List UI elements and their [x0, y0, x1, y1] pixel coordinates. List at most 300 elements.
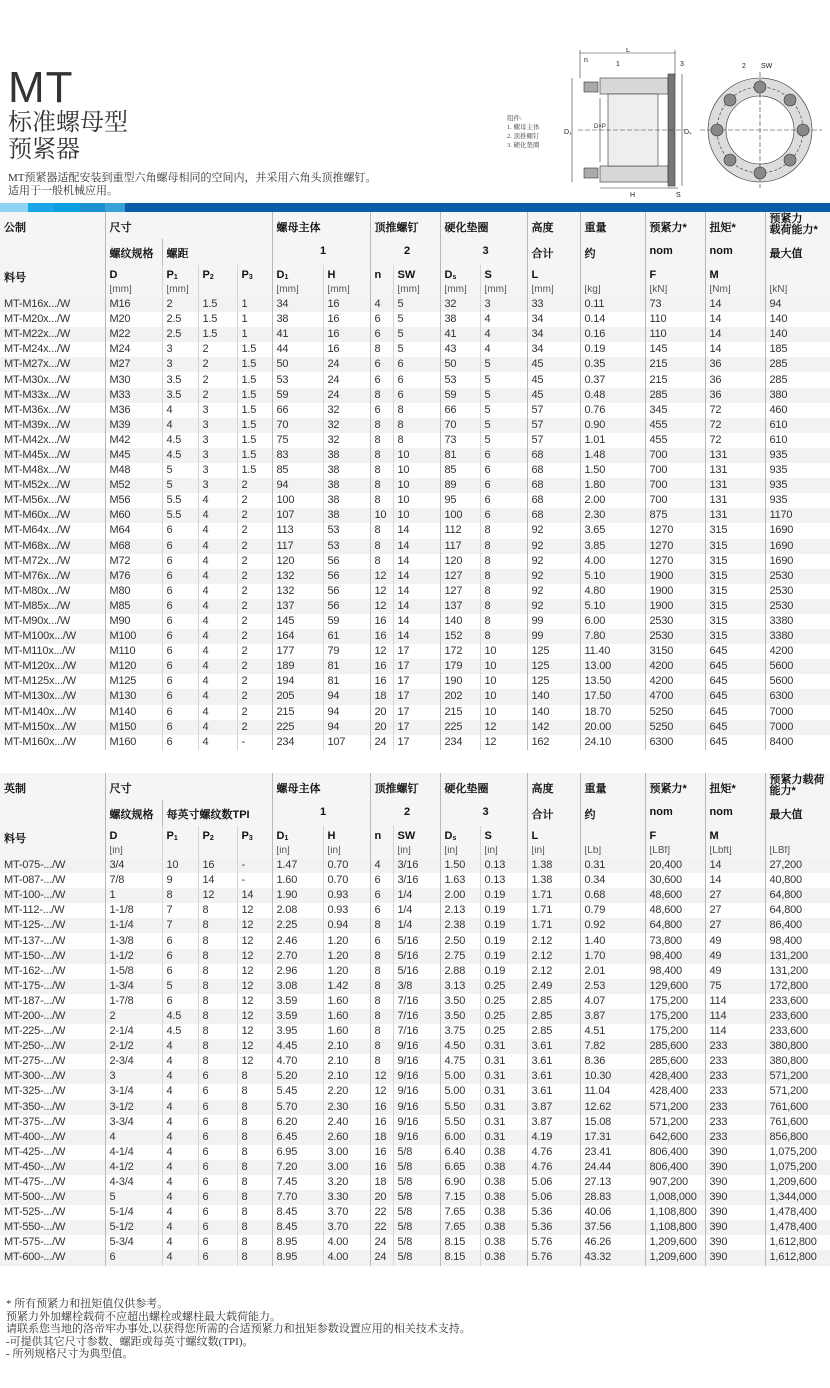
table-cell: 5	[480, 372, 527, 387]
part-number-cell: MT-112-.../W	[4, 904, 65, 917]
table-cell: 140	[527, 689, 580, 704]
table-cell: 100	[272, 493, 323, 508]
unit-header	[198, 285, 237, 297]
table-cell: 3.50	[440, 1009, 480, 1024]
part-number-cell: MT-350-.../W	[4, 1100, 66, 1113]
table-cell: 53	[323, 523, 370, 538]
subheader: 每英寸螺纹数TPI	[162, 800, 272, 826]
table-cell: 6	[162, 523, 198, 538]
table-cell: 64,800	[645, 918, 705, 933]
table-cell: 2.08	[272, 903, 323, 918]
table-cell: 3.70	[323, 1220, 370, 1235]
table-cell: 0.19	[580, 342, 645, 357]
table-cell: M33	[105, 388, 162, 403]
table-cell: 5/8	[393, 1175, 440, 1190]
table-cell: 4.70	[272, 1054, 323, 1069]
part-number-cell: MT-137-.../W	[4, 934, 66, 947]
table-cell: 20	[370, 705, 393, 720]
table-cell: 10	[480, 705, 527, 720]
label-DxP: D×P	[594, 124, 606, 130]
table-cell: 4	[162, 1130, 198, 1145]
table-cell: 1.5	[237, 418, 272, 433]
table-cell: 92	[527, 599, 580, 614]
table-cell: 2.00	[580, 493, 645, 508]
table-cell: 761,600	[765, 1100, 830, 1115]
footnotes	[6, 1298, 471, 1361]
table-cell: 36	[705, 357, 765, 372]
table-cell: 107	[323, 735, 370, 750]
table-cell: 14	[705, 342, 765, 357]
table-cell: 4	[162, 1115, 198, 1130]
table-cell: 0.38	[480, 1235, 527, 1250]
table-cell: 27.13	[580, 1175, 645, 1190]
table-cell: 2.12	[527, 949, 580, 964]
table-cell: 8	[370, 918, 393, 933]
band-segment	[54, 203, 80, 212]
table-cell: 2.5	[162, 312, 198, 327]
table-cell: 4200	[765, 644, 830, 659]
table-cell: 12	[480, 720, 527, 735]
table-cell: 117	[440, 539, 480, 554]
table-cell: 1900	[645, 584, 705, 599]
table-cell: 5/16	[393, 964, 440, 979]
table-cell: 131,200	[765, 964, 830, 979]
table-cell: 8	[237, 1175, 272, 1190]
symbol-header	[105, 265, 162, 285]
table-cell: 1.60	[323, 1024, 370, 1039]
table-cell: 390	[705, 1250, 765, 1265]
part-number-cell: MT-325-.../W	[4, 1085, 66, 1098]
table-cell: 36	[705, 388, 765, 403]
table-cell: M160	[105, 735, 162, 750]
table-cell: 14	[705, 327, 765, 342]
table-cell: 0.16	[580, 327, 645, 342]
symbol: S	[484, 830, 492, 842]
unit-header: [LBf]	[765, 846, 830, 858]
table-cell: 3.08	[272, 979, 323, 994]
table-cell: 53	[272, 372, 323, 387]
table-cell: M68	[105, 539, 162, 554]
symbol-header	[0, 265, 105, 285]
table-cell: 2.85	[527, 1024, 580, 1039]
table-cell: 4	[480, 342, 527, 357]
table-cell: 6	[393, 372, 440, 387]
symbol-header	[440, 265, 480, 285]
table-cell: 59	[323, 614, 370, 629]
table-row	[0, 964, 830, 979]
table-cell: 43	[440, 342, 480, 357]
table-cell: 1	[237, 297, 272, 312]
table-cell: 14	[198, 873, 237, 888]
table-cell: 10	[480, 644, 527, 659]
table-cell: 137	[440, 599, 480, 614]
part-number-cell: MT-425-.../W	[4, 1145, 66, 1158]
part-number-cell: MT-100-.../W	[4, 889, 66, 902]
table-cell: 9/16	[393, 1084, 440, 1099]
table-cell: 8	[198, 1054, 237, 1069]
table-cell: 7	[162, 903, 198, 918]
table-cell: 5/16	[393, 949, 440, 964]
table-cell: 761,600	[765, 1115, 830, 1130]
table-row	[0, 1130, 830, 1145]
table-cell: 4.75	[440, 1054, 480, 1069]
part-number-cell: MT-225-.../W	[4, 1025, 66, 1038]
table-cell: 9/16	[393, 1130, 440, 1145]
table-cell: 68	[527, 493, 580, 508]
table-cell: 8	[237, 1130, 272, 1145]
table-cell: 4	[162, 1100, 198, 1115]
table-cell: 1690	[765, 539, 830, 554]
table-row	[0, 539, 830, 554]
part-number-cell: MT-250-.../W	[4, 1040, 66, 1053]
table-cell: 8	[237, 1145, 272, 1160]
table-cell: 175,200	[645, 1009, 705, 1024]
table-cell: 5250	[645, 720, 705, 735]
table-cell: 190	[440, 674, 480, 689]
table-row	[0, 918, 830, 933]
table-cell: 0.13	[480, 858, 527, 873]
table-cell: 4	[198, 705, 237, 720]
table-cell: 4	[198, 599, 237, 614]
table-cell: 92	[527, 554, 580, 569]
table-cell: 4200	[645, 659, 705, 674]
table-cell: 10	[480, 659, 527, 674]
table-cell: 8	[480, 539, 527, 554]
symbol-header	[645, 265, 705, 285]
table-cell: 2	[237, 689, 272, 704]
table-cell: 24	[370, 1250, 393, 1265]
table-cell: 6	[480, 448, 527, 463]
unit-header	[237, 285, 272, 297]
table-cell: 68	[527, 463, 580, 478]
symbol: M	[709, 269, 719, 281]
part-number-cell: MT-200-.../W	[4, 1009, 66, 1022]
table-cell: 6	[370, 357, 393, 372]
table-cell: 4	[370, 297, 393, 312]
table-cell: 61	[323, 629, 370, 644]
table-cell: 642,600	[645, 1130, 705, 1145]
table-cell: 1,344,000	[765, 1190, 830, 1205]
table-cell: 2.00	[440, 888, 480, 903]
table-cell: 6	[198, 1145, 237, 1160]
table-cell: 2.10	[323, 1054, 370, 1069]
table-cell: 175,200	[645, 994, 705, 1009]
subheader: nom	[645, 800, 705, 826]
table-cell: 4.5	[162, 433, 198, 448]
group-header: 重量	[580, 773, 645, 800]
table-cell: 390	[705, 1220, 765, 1235]
table-cell: 1.90	[272, 888, 323, 903]
table-cell: 131	[705, 508, 765, 523]
part-number-cell: MT-M110x.../W	[4, 645, 76, 658]
table-cell: 4	[198, 644, 237, 659]
table-cell: 390	[705, 1160, 765, 1175]
table-cell: 4-3/4	[105, 1175, 162, 1190]
symbol-header	[370, 826, 393, 846]
table-cell: 12	[237, 1054, 272, 1069]
subheader: 螺纹规格	[105, 239, 162, 265]
table-row	[0, 933, 830, 948]
unit-header: [in]	[272, 846, 323, 858]
part-number-cell: MT-M72x.../W	[4, 554, 71, 567]
table-cell: 233,600	[765, 994, 830, 1009]
part-number-cell: MT-M45x.../W	[4, 448, 71, 461]
table-cell: 114	[705, 1024, 765, 1039]
table-cell: 4	[162, 1250, 198, 1265]
table-cell: 233	[705, 1115, 765, 1130]
table-cell: 0.25	[480, 1024, 527, 1039]
symbol: D	[109, 269, 118, 281]
label-D1: D₁	[564, 129, 572, 136]
table-cell: 0.31	[480, 1054, 527, 1069]
table-cell: 57	[527, 418, 580, 433]
table-cell: 8.15	[440, 1250, 480, 1265]
table-cell: 8	[370, 554, 393, 569]
table-row	[0, 523, 830, 538]
symbol-subscript: 3	[248, 274, 253, 281]
table-cell: 215	[440, 705, 480, 720]
table-cell: 14	[705, 873, 765, 888]
table-row	[0, 903, 830, 918]
band-segment	[125, 203, 830, 212]
part-number-cell: MT-M64x.../W	[4, 524, 71, 537]
table-cell: 6	[162, 735, 198, 750]
table-cell: 8	[370, 448, 393, 463]
table-cell: 5600	[765, 659, 830, 674]
table-cell: 935	[765, 478, 830, 493]
table-cell: 0.38	[480, 1190, 527, 1205]
table-cell: 12	[237, 949, 272, 964]
table-cell: 8	[237, 1115, 272, 1130]
table-cell: 1.60	[323, 994, 370, 1009]
unit-header: [LBf]	[645, 846, 705, 858]
table-cell: 4	[162, 1145, 198, 1160]
table-cell: 129,600	[645, 979, 705, 994]
table-cell: M100	[105, 629, 162, 644]
table-cell: 390	[705, 1235, 765, 1250]
table-cell: 0.31	[480, 1130, 527, 1145]
table-cell: 6	[162, 689, 198, 704]
table-cell: 3/4	[105, 858, 162, 873]
table-cell: 285	[765, 357, 830, 372]
table-cell: 5	[480, 403, 527, 418]
table-cell: 6	[162, 674, 198, 689]
symbol: L	[531, 830, 539, 842]
table-cell: 3.30	[323, 1190, 370, 1205]
table-cell: 10	[393, 508, 440, 523]
unit-header: [mm]	[527, 285, 580, 297]
table-cell: 112	[440, 523, 480, 538]
table-cell: 38	[323, 493, 370, 508]
group-header: 英制	[4, 783, 26, 795]
table-row	[0, 433, 830, 448]
table-cell: 1,209,600	[765, 1175, 830, 1190]
table-cell: 8	[370, 539, 393, 554]
table-cell: 9/16	[393, 1039, 440, 1054]
table-cell: 117	[272, 539, 323, 554]
table-cell: 36	[705, 372, 765, 387]
group-header-row	[0, 212, 830, 239]
table-cell: 315	[705, 554, 765, 569]
table-cell: 6	[370, 873, 393, 888]
symbol: P	[241, 269, 249, 281]
table-cell: 8.36	[580, 1054, 645, 1069]
table-cell: 935	[765, 448, 830, 463]
table-cell: 645	[705, 689, 765, 704]
table-cell: 20,400	[645, 858, 705, 873]
table-cell: 16	[323, 312, 370, 327]
band-segment	[28, 203, 54, 212]
part-number-cell: MT-550-.../W	[4, 1221, 66, 1234]
table-cell: 16	[370, 659, 393, 674]
table-cell: 44	[272, 342, 323, 357]
part-number-cell: MT-M130x.../W	[4, 690, 76, 703]
table-cell: 2530	[645, 614, 705, 629]
table-row	[0, 508, 830, 523]
table-cell: 428,400	[645, 1084, 705, 1099]
table-row	[0, 873, 830, 888]
table-cell: 2530	[765, 599, 830, 614]
table-cell: 14	[705, 312, 765, 327]
part-number-cell: MT-M52x.../W	[4, 479, 71, 492]
table-cell: 0.38	[480, 1220, 527, 1235]
table-cell: 72	[705, 433, 765, 448]
table-cell: 53	[323, 539, 370, 554]
symbol: S	[484, 269, 492, 281]
table-cell: 114	[705, 994, 765, 1009]
table-cell: M140	[105, 705, 162, 720]
table-cell: 6	[198, 1190, 237, 1205]
table-cell: 3.65	[580, 523, 645, 538]
table-cell: 20.00	[580, 720, 645, 735]
table-cell: 6.20	[272, 1115, 323, 1130]
table-cell: M110	[105, 644, 162, 659]
symbol-header	[705, 265, 765, 285]
table-cell: 5.76	[527, 1250, 580, 1265]
table-cell: 10	[480, 674, 527, 689]
label-n: n	[584, 57, 588, 64]
table-cell: 4.5	[162, 448, 198, 463]
table-cell: 34	[527, 312, 580, 327]
table-cell: 56	[323, 569, 370, 584]
table-cell: 13.50	[580, 674, 645, 689]
table-cell: 2.10	[323, 1039, 370, 1054]
table-cell: 0.76	[580, 403, 645, 418]
group-header: 硬化垫圈	[440, 212, 527, 239]
table-cell: 6.40	[440, 1145, 480, 1160]
table-row	[0, 569, 830, 584]
symbol: D	[276, 830, 285, 842]
part-number-cell: MT-M33x.../W	[4, 388, 71, 401]
table-cell: 3.87	[580, 1009, 645, 1024]
table-cell: 2	[237, 705, 272, 720]
table-cell: M72	[105, 554, 162, 569]
table-cell: 5/8	[393, 1160, 440, 1175]
table-cell: 3-3/4	[105, 1115, 162, 1130]
part-number-cell: MT-M56x.../W	[4, 494, 71, 507]
table-cell: 50	[272, 357, 323, 372]
table-cell: 2	[198, 372, 237, 387]
table-cell: 5.06	[527, 1190, 580, 1205]
table-cell: 6	[162, 994, 198, 1009]
table-cell: 8	[198, 1024, 237, 1039]
table-row	[0, 1190, 830, 1205]
table-cell: 3.00	[323, 1160, 370, 1175]
table-cell: 3380	[765, 614, 830, 629]
part-number-cell: MT-525-.../W	[4, 1206, 66, 1219]
table-cell: 0.31	[480, 1115, 527, 1130]
table-cell: 315	[705, 584, 765, 599]
table-cell: 8	[480, 523, 527, 538]
subheader: 最大值	[765, 239, 830, 265]
table-cell: 0.11	[580, 297, 645, 312]
table-cell: 6	[162, 629, 198, 644]
table-cell: 164	[272, 629, 323, 644]
table-cell: 89	[440, 478, 480, 493]
table-cell: 5-3/4	[105, 1235, 162, 1250]
table-cell: 12	[237, 994, 272, 1009]
table-cell: 140	[527, 705, 580, 720]
table-cell: 2.50	[440, 933, 480, 948]
table-row	[0, 599, 830, 614]
table-cell: 92	[527, 523, 580, 538]
symbol-header	[440, 826, 480, 846]
table-row	[0, 1175, 830, 1190]
table-cell: M150	[105, 720, 162, 735]
symbol-header	[162, 265, 198, 285]
table-cell: 73	[645, 297, 705, 312]
table-cell: 3.61	[527, 1084, 580, 1099]
table-cell: 6	[198, 1175, 237, 1190]
unit-header: [in]	[527, 846, 580, 858]
table-cell: 645	[705, 659, 765, 674]
table-cell: 49	[705, 949, 765, 964]
table-cell: M130	[105, 689, 162, 704]
table-cell: 806,400	[645, 1160, 705, 1175]
table-cell: 8	[198, 903, 237, 918]
table-cell: 233	[705, 1054, 765, 1069]
table-cell: 5/8	[393, 1235, 440, 1250]
unit-header: [Lbft]	[705, 846, 765, 858]
unit-header: [in]	[105, 846, 162, 858]
table-cell: 8	[370, 1024, 393, 1039]
table-cell: 8400	[765, 735, 830, 750]
unit-header: [kN]	[765, 285, 830, 297]
table-cell: 10.30	[580, 1069, 645, 1084]
table-cell: 455	[645, 433, 705, 448]
table-cell: 7.45	[272, 1175, 323, 1190]
table-cell: 140	[440, 614, 480, 629]
table-cell: 5/8	[393, 1190, 440, 1205]
table-cell: 43.32	[580, 1250, 645, 1265]
table-cell: 8	[198, 994, 237, 1009]
table-cell: 8	[393, 433, 440, 448]
table-cell: 4.07	[580, 994, 645, 1009]
table-cell: 12	[237, 979, 272, 994]
table-cell: 6	[198, 1084, 237, 1099]
table-cell: 11.04	[580, 1084, 645, 1099]
table-cell: 66	[440, 403, 480, 418]
table-cell: 12	[237, 964, 272, 979]
table-row	[0, 1115, 830, 1130]
table-cell: 1.5	[198, 312, 237, 327]
table-cell: 8	[237, 1250, 272, 1265]
table-cell: 8	[237, 1069, 272, 1084]
symbol-row	[0, 265, 830, 285]
table-cell: 81	[440, 448, 480, 463]
table-row	[0, 1069, 830, 1084]
table-cell: 72	[705, 418, 765, 433]
